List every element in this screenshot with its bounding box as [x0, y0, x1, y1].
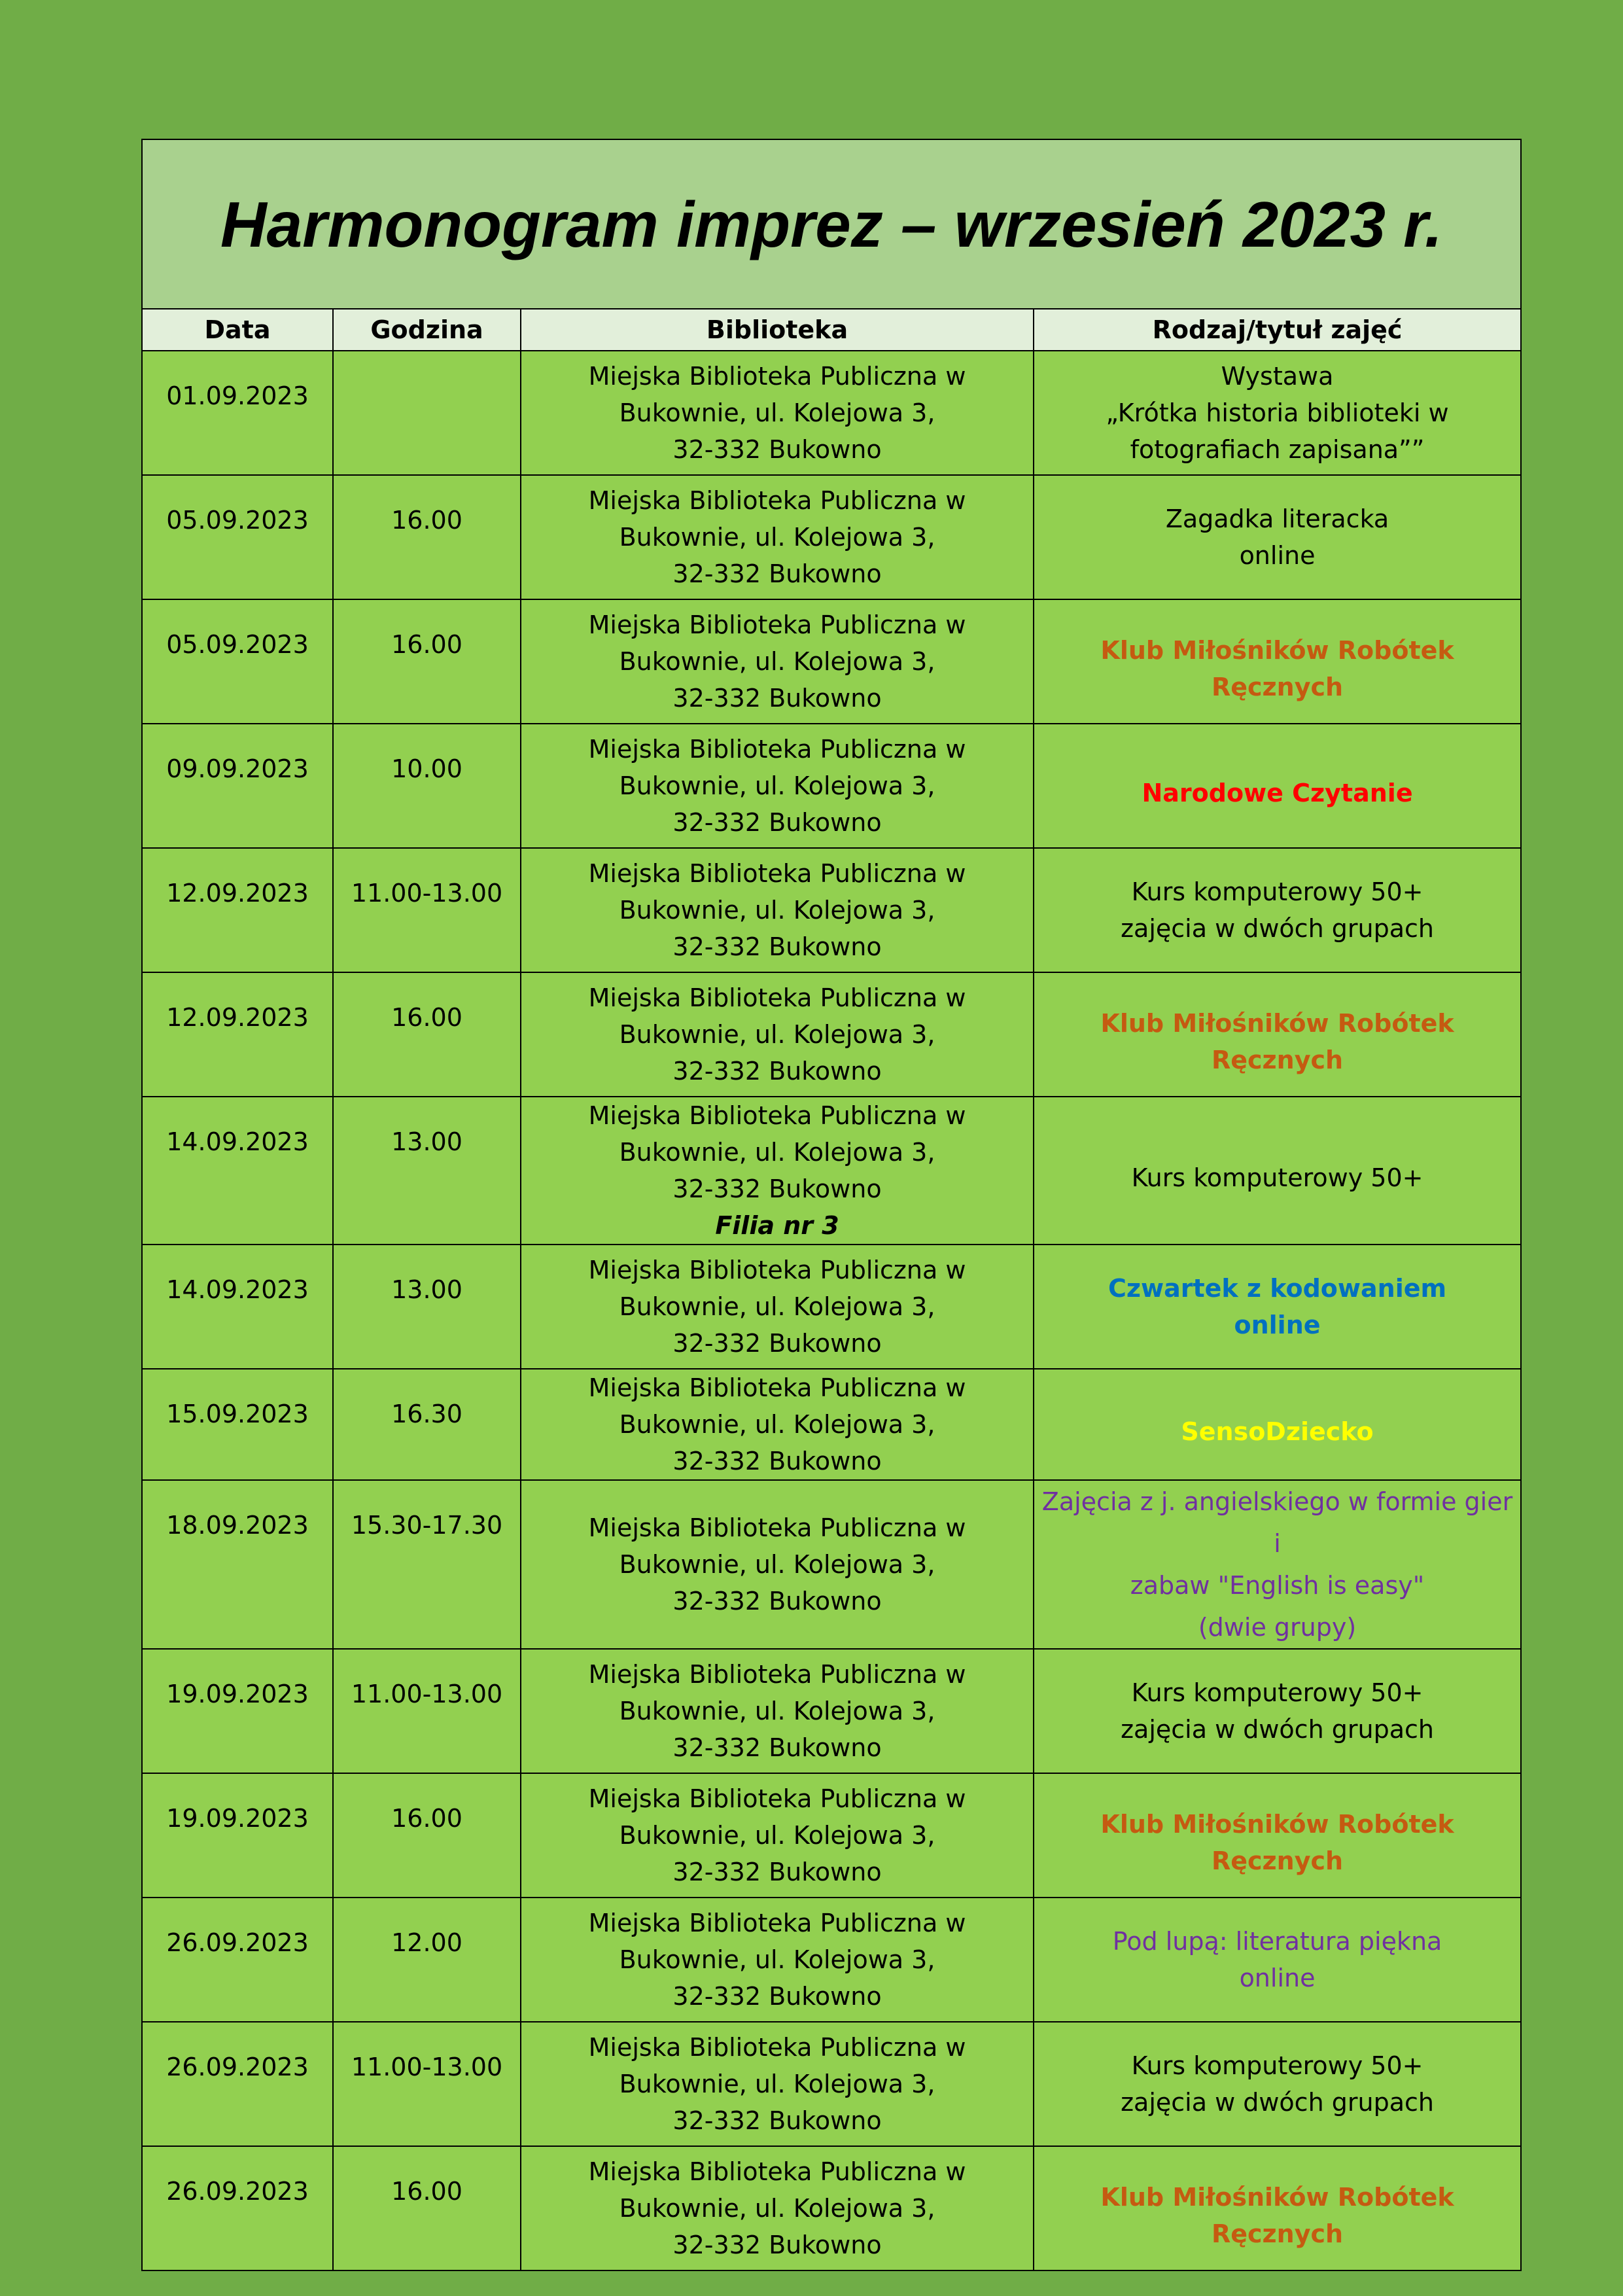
- table-row: [142, 2022, 1521, 2146]
- library-line: Bukownie, ul. Kolejowa 3,: [619, 1945, 935, 1974]
- library-line: 32-332 Bukowno: [672, 1858, 882, 1886]
- library-line: Bukownie, ul. Kolejowa 3,: [619, 398, 935, 427]
- library-line: Miejska Biblioteka Publiczna w: [588, 610, 966, 639]
- event-line: Pod lupą: literatura piękna: [1112, 1927, 1442, 1956]
- date-cell: 26.09.2023: [142, 2022, 333, 2146]
- library-line: Bukownie, ul. Kolejowa 3,: [619, 523, 935, 552]
- time-cell: 13.00: [333, 1097, 521, 1245]
- time-cell: 15.30-17.30: [333, 1480, 521, 1649]
- library-line: 32-332 Bukowno: [672, 1982, 882, 2011]
- date-cell: 14.09.2023: [142, 1097, 333, 1245]
- event-cell: [1034, 1898, 1521, 2022]
- time-cell: 11.00-13.00: [333, 2022, 521, 2146]
- event-cell: [1034, 2022, 1521, 2146]
- event-line: zajęcia w dwóch grupach: [1121, 2088, 1434, 2117]
- table-row: [142, 1097, 1521, 1245]
- event-line: Kurs komputerowy 50+: [1131, 877, 1423, 906]
- event-cell: [1034, 848, 1521, 972]
- event-cell: [1034, 1245, 1521, 1369]
- library-line: Miejska Biblioteka Publiczna w: [588, 983, 966, 1012]
- date-cell: 05.09.2023: [142, 475, 333, 599]
- date-cell: 09.09.2023: [142, 724, 333, 848]
- library-line: 32-332 Bukowno: [672, 1733, 882, 1762]
- library-cell: [521, 1097, 1034, 1245]
- schedule-table: [141, 139, 1522, 2271]
- library-line: 32-332 Bukowno: [672, 1329, 882, 1358]
- event-cell: [1034, 1097, 1521, 1245]
- time-cell: 16.00: [333, 972, 521, 1097]
- library-line: 32-332 Bukowno: [672, 2106, 882, 2135]
- event-line: SensoDziecko: [1181, 1417, 1374, 1446]
- event-cell: [1034, 475, 1521, 599]
- library-cell: [521, 1480, 1034, 1649]
- event-line: Narodowe Czytanie: [1142, 779, 1413, 807]
- event-line: (dwie grupy): [1198, 1613, 1357, 1642]
- library-line: Miejska Biblioteka Publiczna w: [588, 2033, 966, 2062]
- event-line: Kurs komputerowy 50+: [1131, 2051, 1423, 2080]
- library-line: Bukownie, ul. Kolejowa 3,: [619, 2194, 935, 2223]
- event-line: fotografiach zapisana””: [1130, 435, 1425, 464]
- event-cell: [1034, 1369, 1521, 1480]
- library-line: Miejska Biblioteka Publiczna w: [588, 1373, 966, 1402]
- table-row: [142, 2146, 1521, 2270]
- event-cell: [1034, 1480, 1521, 1649]
- event-cell: [1034, 1773, 1521, 1898]
- time-cell: 10.00: [333, 724, 521, 848]
- event-line: Wystawa: [1221, 362, 1334, 391]
- event-line: zajęcia w dwóch grupach: [1121, 914, 1434, 943]
- library-cell: [521, 599, 1034, 724]
- event-line: Klub Miłośników Robótek Ręcznych: [1100, 636, 1454, 701]
- library-line: 32-332 Bukowno: [672, 684, 882, 713]
- library-line: Miejska Biblioteka Publiczna w: [588, 362, 966, 391]
- event-line: Klub Miłośników Robótek Ręcznych: [1100, 1009, 1454, 1074]
- time-cell: [333, 351, 521, 475]
- library-cell: [521, 2022, 1034, 2146]
- library-line: 32-332 Bukowno: [672, 2231, 882, 2259]
- event-line: Kurs komputerowy 50+: [1131, 1678, 1423, 1707]
- time-cell: 16.30: [333, 1369, 521, 1480]
- table-row: [142, 351, 1521, 475]
- library-cell: [521, 2146, 1034, 2270]
- date-cell: 01.09.2023: [142, 351, 333, 475]
- library-cell: [521, 724, 1034, 848]
- time-cell: 16.00: [333, 475, 521, 599]
- table-row: [142, 724, 1521, 848]
- time-cell: 12.00: [333, 1898, 521, 2022]
- date-cell: 05.09.2023: [142, 599, 333, 724]
- table-row: [142, 1245, 1521, 1369]
- event-line: Czwartek z kodowaniem: [1108, 1274, 1447, 1303]
- time-cell: 11.00-13.00: [333, 848, 521, 972]
- library-line: Miejska Biblioteka Publiczna w: [588, 735, 966, 764]
- date-cell: 26.09.2023: [142, 2146, 333, 2270]
- library-line: 32-332 Bukowno: [672, 932, 882, 961]
- event-line: Kurs komputerowy 50+: [1131, 1163, 1423, 1192]
- library-cell: [521, 475, 1034, 599]
- date-cell: 19.09.2023: [142, 1773, 333, 1898]
- time-cell: 16.00: [333, 2146, 521, 2270]
- library-line: Bukownie, ul. Kolejowa 3,: [619, 2070, 935, 2098]
- table-row: [142, 1369, 1521, 1480]
- event-line: „Krótka historia biblioteki w: [1106, 398, 1449, 427]
- library-line: Miejska Biblioteka Publiczna w: [588, 1101, 966, 1130]
- library-cell: [521, 1369, 1034, 1480]
- library-line: Miejska Biblioteka Publiczna w: [588, 2157, 966, 2186]
- time-cell: 11.00-13.00: [333, 1649, 521, 1773]
- table-row: [142, 1773, 1521, 1898]
- table-row: [142, 599, 1521, 724]
- library-cell: [521, 972, 1034, 1097]
- page-title: Harmonogram imprez – wrzesień 2023 r.: [220, 188, 1443, 260]
- header-event: Rodzaj/tytuł zajęć: [1034, 309, 1521, 351]
- library-line: 32-332 Bukowno: [672, 1447, 882, 1475]
- library-line: Bukownie, ul. Kolejowa 3,: [619, 771, 935, 800]
- time-cell: 16.00: [333, 599, 521, 724]
- library-line: 32-332 Bukowno: [672, 1057, 882, 1086]
- table-row: [142, 972, 1521, 1097]
- library-line: Bukownie, ul. Kolejowa 3,: [619, 896, 935, 925]
- library-cell: [521, 1773, 1034, 1898]
- library-cell: [521, 351, 1034, 475]
- library-line: Miejska Biblioteka Publiczna w: [588, 859, 966, 888]
- library-line: 32-332 Bukowno: [672, 1587, 882, 1616]
- date-cell: 12.09.2023: [142, 848, 333, 972]
- library-line: 32-332 Bukowno: [672, 559, 882, 588]
- library-line: Bukownie, ul. Kolejowa 3,: [619, 1550, 935, 1579]
- branch-label: Filia nr 3: [715, 1211, 839, 1240]
- library-line: Miejska Biblioteka Publiczna w: [588, 1513, 966, 1542]
- date-cell: 12.09.2023: [142, 972, 333, 1097]
- event-line: Klub Miłośników Robótek Ręcznych: [1100, 2183, 1454, 2248]
- event-line: zabaw "English is easy": [1130, 1571, 1425, 1600]
- library-line: Bukownie, ul. Kolejowa 3,: [619, 1020, 935, 1049]
- event-cell: [1034, 972, 1521, 1097]
- library-line: Bukownie, ul. Kolejowa 3,: [619, 1410, 935, 1439]
- event-line: Zagadka literacka: [1165, 504, 1389, 533]
- library-line: 32-332 Bukowno: [672, 435, 882, 464]
- header-library: Biblioteka: [521, 309, 1034, 351]
- date-cell: 15.09.2023: [142, 1369, 333, 1480]
- library-line: Miejska Biblioteka Publiczna w: [588, 1256, 966, 1284]
- library-line: 32-332 Bukowno: [672, 808, 882, 837]
- library-line: Miejska Biblioteka Publiczna w: [588, 1660, 966, 1689]
- header-date: Data: [142, 309, 333, 351]
- event-line: Klub Miłośników Robótek Ręcznych: [1100, 1810, 1454, 1875]
- date-cell: 18.09.2023: [142, 1480, 333, 1649]
- time-cell: 13.00: [333, 1245, 521, 1369]
- table-row: [142, 1480, 1521, 1649]
- event-line: online: [1239, 1964, 1316, 1992]
- event-line: online: [1234, 1311, 1321, 1339]
- event-cell: [1034, 599, 1521, 724]
- title-cell: [142, 139, 1521, 309]
- library-line: Bukownie, ul. Kolejowa 3,: [619, 647, 935, 676]
- date-cell: 26.09.2023: [142, 1898, 333, 2022]
- table-row: [142, 1649, 1521, 1773]
- event-line: online: [1239, 541, 1316, 570]
- time-cell: 16.00: [333, 1773, 521, 1898]
- event-cell: [1034, 2146, 1521, 2270]
- library-line: Miejska Biblioteka Publiczna w: [588, 1784, 966, 1813]
- date-cell: 19.09.2023: [142, 1649, 333, 1773]
- library-line: Miejska Biblioteka Publiczna w: [588, 486, 966, 515]
- header-time: Godzina: [333, 309, 521, 351]
- library-cell: [521, 1245, 1034, 1369]
- library-line: Bukownie, ul. Kolejowa 3,: [619, 1138, 935, 1167]
- library-cell: [521, 848, 1034, 972]
- library-line: Bukownie, ul. Kolejowa 3,: [619, 1821, 935, 1850]
- library-cell: [521, 1898, 1034, 2022]
- library-line: Bukownie, ul. Kolejowa 3,: [619, 1697, 935, 1725]
- event-line: Zajęcia z j. angielskiego w formie gier i: [1041, 1487, 1513, 1558]
- date-cell: 14.09.2023: [142, 1245, 333, 1369]
- table-row: [142, 1898, 1521, 2022]
- library-line: 32-332 Bukowno: [672, 1174, 882, 1203]
- library-cell: [521, 1649, 1034, 1773]
- event-cell: [1034, 1649, 1521, 1773]
- event-cell: [1034, 351, 1521, 475]
- table-row: [142, 848, 1521, 972]
- library-line: Bukownie, ul. Kolejowa 3,: [619, 1292, 935, 1321]
- event-cell: [1034, 724, 1521, 848]
- library-line: Miejska Biblioteka Publiczna w: [588, 1909, 966, 1937]
- event-line: zajęcia w dwóch grupach: [1121, 1715, 1434, 1744]
- table-row: [142, 475, 1521, 599]
